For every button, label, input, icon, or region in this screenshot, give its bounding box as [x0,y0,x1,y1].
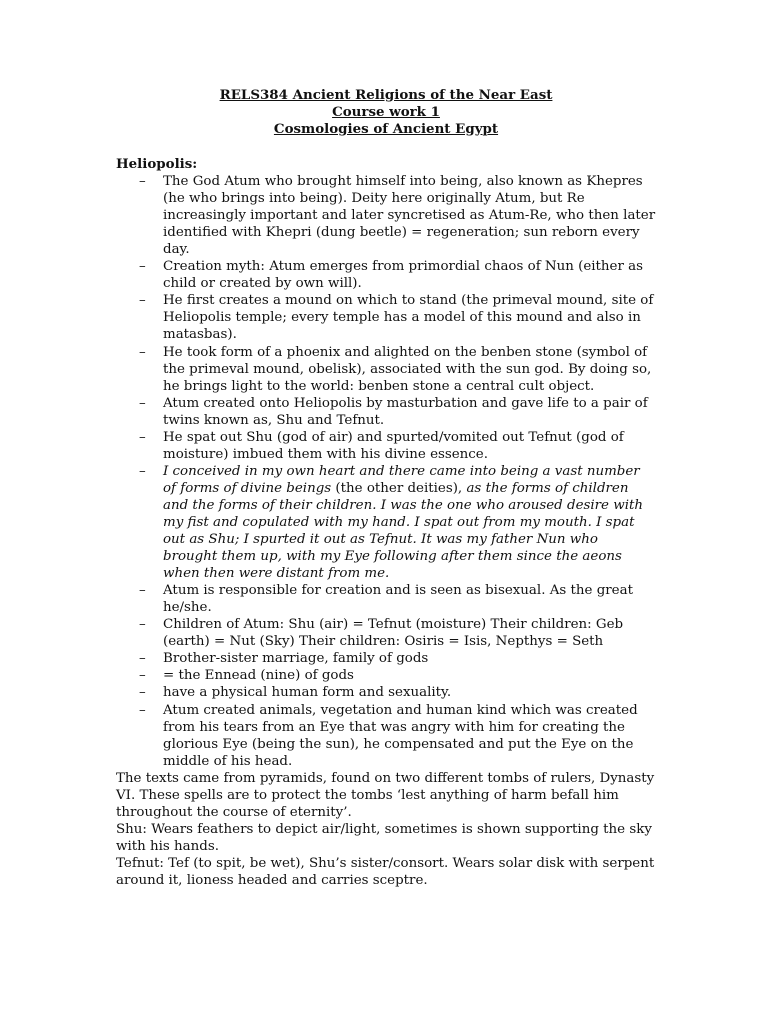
bullet-text: Atum is responsible for creation and is seen as bisexual. As the great he/she. [163,583,633,616]
bullet-item [116,292,656,343]
bullet-text: Brother-sister marriage, family of gods [163,651,429,667]
bullet-text: Atum created onto Heliopolis by masturbation and gave life to a pair of twins known as, Shu and Tefnut. [163,395,648,428]
quote-text-part3: as the forms of children and the forms of their children. I was the one who aroused desire with my fist and copulated with my hand. I spat out from my mouth. I spat out as Shu; I spurted it out as Tefnut. It was my father Nun who brought them up, with my Eye following after them since the aeons when then were distant from me. [163,480,643,582]
bullet-text: Children of Atum: Shu (air) = Tefnut (moisture) Their children: Geb (earth) = Nut (Sky) Their children: Osiris = Isis, Nepthys = Seth [163,617,624,650]
bullet-dash: – [139,429,146,445]
quote-bullet-item [116,463,656,582]
bullet-text: He spat out Shu (god of air) and spurted/vomited out Tefnut (god of moisture) imbued them with his divine essence. [163,429,624,462]
bullet-text: He took form of a phoenix and alighted on the benben stone (symbol of the primeval mound, obelisk), associated with the sun god. By doing so, he brings light to the world: benben stone a central cult object. [163,344,652,394]
bullet-item [116,344,656,395]
bullet-dash: – [139,617,146,633]
bullet-dash: – [139,344,146,360]
bullet-dash: – [139,583,146,599]
bullet-item [116,616,656,650]
pyramid-texts-paragraph: The texts came from pyramids, found on two different tombs of rulers, Dynasty VI. These spells are to protect the tombs ‘lest anything of harm befall him throughout the course of eternity’. [116,770,655,820]
bullet-item [116,667,656,684]
bullet-text: The God Atum who brought himself into being, also known as Khepres (he who brings into being). Deity here originally Atum, but Re increasingly important and later syncretised as Atum-Re, who then later identified with Khepri (dung beetle) = regeneration; sun reborn every day. [163,174,656,258]
topic-title: Cosmologies of Ancient Egypt [273,121,499,137]
bullet-dash: – [139,395,146,411]
tefnut-paragraph: Tefnut: Tef (to spit, be wet), Shu’s sister/consort. Wears solar disk with serpent around it, lioness headed and carries sceptre. [116,855,655,888]
bullet-text: Creation myth: Atum emerges from primordial chaos of Nun (either as child or created by own will). [163,259,643,292]
bullet-list [116,173,656,770]
shu-paragraph: Shu: Wears feathers to depict air/light, sometimes is shown supporting the sky with his hands. [116,821,652,854]
bullet-item [116,582,656,616]
quote-text-part1: I conceived in my own heart and there came into being a vast number of forms of divine beings [163,463,640,496]
course-title: RELS384 Ancient Religions of the Near East [219,87,553,103]
bullet-item [116,395,656,429]
bullet-item [116,650,656,667]
bullet-dash: – [139,668,146,684]
bullet-item [116,702,656,770]
bullet-dash: – [139,259,146,275]
bullet-dash: – [139,685,146,701]
bullet-item [116,429,656,463]
section-heading: Heliopolis: [116,156,198,172]
bullet-item [116,684,656,701]
bullet-dash: – [139,702,146,718]
document-header [116,87,656,138]
quote-text-part2: (the other deities), [331,480,467,496]
bullet-item [116,258,656,292]
coursework-label: Course work 1 [332,104,440,120]
bullet-text: have a physical human form and sexuality. [163,685,452,701]
bullet-dash: – [139,174,146,190]
bullet-item [116,173,656,258]
document-body [116,156,656,889]
bullet-dash: – [139,651,146,667]
bullet-text: = the Ennead (nine) of gods [163,668,354,684]
bullet-dash: – [139,463,146,479]
bullet-text: Atum created animals, vegetation and human kind which was created from his tears from an Eye that was angry with him for creating the glorious Eye (being the sun), he compensated and put the Eye on the middle of his head. [163,702,638,769]
bullet-dash: – [139,293,146,309]
bullet-text: He first creates a mound on which to stand (the primeval mound, site of Heliopolis temple; every temple has a model of this mound and also in matasbas). [163,293,654,343]
